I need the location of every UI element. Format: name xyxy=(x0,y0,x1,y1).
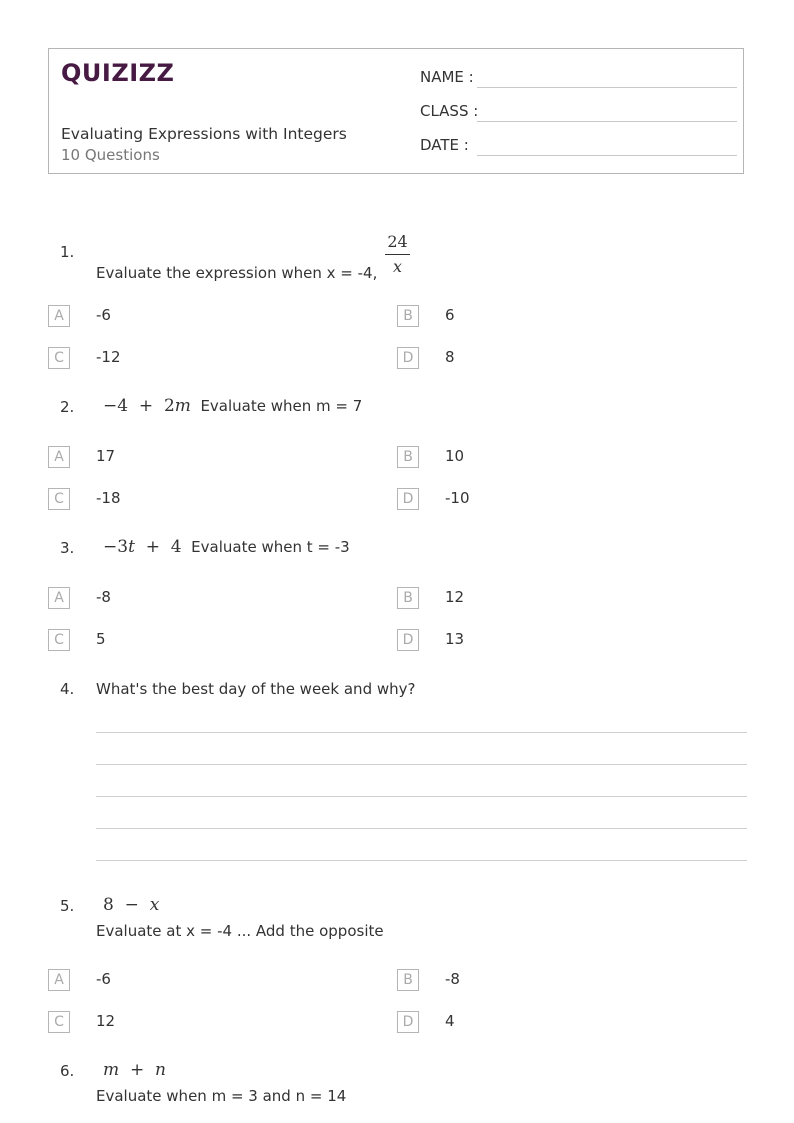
option-value: 10 xyxy=(445,447,465,465)
option-value: 6 xyxy=(445,306,455,324)
name-line xyxy=(477,87,737,88)
question-3-expression: −3t + 4 xyxy=(103,537,182,557)
option-letter: C xyxy=(48,488,70,510)
option-value: 13 xyxy=(445,630,465,648)
option-letter: B xyxy=(397,446,419,468)
option-value: -12 xyxy=(96,348,121,366)
question-5-number: 5. xyxy=(60,897,75,915)
option-letter: B xyxy=(397,587,419,609)
option-letter: C xyxy=(48,629,70,651)
question-6-expression: m + n xyxy=(103,1060,166,1080)
question-1-number: 1. xyxy=(60,243,75,261)
answer-line[interactable] xyxy=(96,860,747,861)
question-3-number: 3. xyxy=(60,539,75,557)
option-letter: D xyxy=(397,347,419,369)
date-label: DATE : xyxy=(420,136,469,154)
class-label: CLASS : xyxy=(420,102,479,120)
question-2-expression: −4 + 2m xyxy=(103,396,191,416)
option-letter: C xyxy=(48,1011,70,1033)
option-value: 5 xyxy=(96,630,106,648)
answer-line[interactable] xyxy=(96,732,747,733)
option-letter: A xyxy=(48,969,70,991)
worksheet-title: Evaluating Expressions with Integers xyxy=(61,125,347,143)
question-1-fraction xyxy=(385,232,409,276)
answer-line[interactable] xyxy=(96,764,747,765)
option-letter: A xyxy=(48,305,70,327)
quizizz-logo: QUIZIZZ xyxy=(61,59,175,87)
option-letter: D xyxy=(397,1011,419,1033)
answer-line[interactable] xyxy=(96,796,747,797)
option-value: 8 xyxy=(445,348,455,366)
option-letter: B xyxy=(397,305,419,327)
question-2-text xyxy=(103,396,362,416)
question-3-text xyxy=(103,537,350,557)
option-value: -6 xyxy=(96,306,111,324)
date-line xyxy=(477,155,737,156)
option-value: -6 xyxy=(96,970,111,988)
fraction-denominator: x xyxy=(393,257,403,276)
option-letter: A xyxy=(48,446,70,468)
question-5-prompt: Evaluate at x = -4 ... Add the opposite xyxy=(96,922,384,940)
question-2-number: 2. xyxy=(60,398,75,416)
option-letter: D xyxy=(397,488,419,510)
worksheet-header xyxy=(48,48,744,174)
option-letter: A xyxy=(48,587,70,609)
class-line xyxy=(477,121,737,122)
option-letter: C xyxy=(48,347,70,369)
answer-line[interactable] xyxy=(96,828,747,829)
option-value: 4 xyxy=(445,1012,455,1030)
option-value: -8 xyxy=(445,970,460,988)
question-3-prompt: Evaluate when t = -3 xyxy=(191,538,350,556)
option-value: 12 xyxy=(445,588,465,606)
question-count: 10 Questions xyxy=(61,146,160,164)
question-2-prompt: Evaluate when m = 7 xyxy=(200,397,363,415)
question-4-text: What's the best day of the week and why? xyxy=(96,680,416,698)
option-letter: B xyxy=(397,969,419,991)
question-4-number: 4. xyxy=(60,680,75,698)
question-1-prompt: Evaluate the expression when x = -4, xyxy=(96,263,378,282)
name-label: NAME : xyxy=(420,68,474,86)
question-6-prompt: Evaluate when m = 3 and n = 14 xyxy=(96,1087,347,1105)
option-value: -8 xyxy=(96,588,111,606)
option-letter: D xyxy=(397,629,419,651)
question-1-text xyxy=(96,232,410,282)
option-value: 17 xyxy=(96,447,116,465)
class-field[interactable] xyxy=(420,102,736,124)
question-5-expression: 8 − x xyxy=(103,895,160,915)
fraction-numerator: 24 xyxy=(385,232,409,255)
name-field[interactable] xyxy=(420,68,736,90)
option-value: -10 xyxy=(445,489,470,507)
option-value: 12 xyxy=(96,1012,116,1030)
question-6-number: 6. xyxy=(60,1062,75,1080)
date-field[interactable] xyxy=(420,136,736,158)
option-value: -18 xyxy=(96,489,121,507)
